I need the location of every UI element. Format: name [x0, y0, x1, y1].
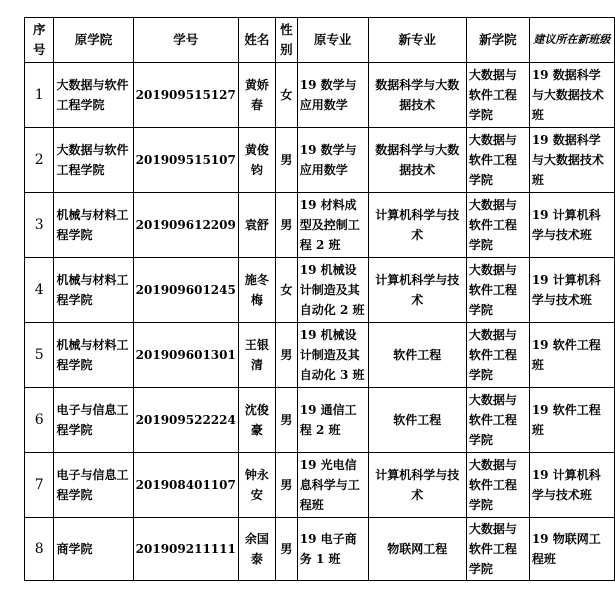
cell-student-id: 201909515107: [133, 128, 238, 193]
cell-gender: 男: [275, 193, 297, 258]
table-row: [25, 128, 615, 193]
cell-orig-major: 19 电子商务 1 班: [297, 518, 368, 581]
cell-new-college: 大数据与软件工程学院: [466, 453, 529, 518]
cell-suggested-class: 19 数据科学与大数据技术班: [529, 128, 614, 193]
cell-suggested-class: 19 计算机科学与技术班: [529, 453, 614, 518]
cell-gender: 女: [275, 63, 297, 128]
cell-student-id: 201909612209: [133, 193, 238, 258]
cell-new-college: 大数据与软件工程学院: [466, 193, 529, 258]
cell-orig-major: 19 光电信息科学与工程班: [297, 453, 368, 518]
cell-gender: 男: [275, 388, 297, 453]
cell-orig-college: 电子与信息工程学院: [54, 453, 133, 518]
cell-orig-college: 机械与材料工程学院: [54, 258, 133, 323]
cell-suggested-class: 19 计算机科学与技术班: [529, 193, 614, 258]
cell-suggested-class: 19 计算机科学与技术班: [529, 258, 614, 323]
cell-new-major: 计算机科学与技术: [368, 453, 466, 518]
table-row: [25, 388, 615, 453]
cell-name: 钟永安: [238, 453, 275, 518]
cell-new-college: 大数据与软件工程学院: [466, 388, 529, 453]
cell-orig-major: 19 机械设计制造及其自动化 3 班: [297, 323, 368, 388]
table-row: [25, 518, 615, 581]
cell-new-major: 软件工程: [368, 323, 466, 388]
cell-new-college: 大数据与软件工程学院: [466, 258, 529, 323]
table-row: [25, 193, 615, 258]
cell-suggested-class: 19 数据科学与大数据技术班: [529, 63, 614, 128]
transfer-table: [24, 17, 615, 581]
cell-gender: 男: [275, 128, 297, 193]
cell-gender: 男: [275, 453, 297, 518]
cell-orig-major: 19 数学与应用数学: [297, 128, 368, 193]
cell-student-id: 201909211111: [133, 518, 238, 581]
header-orig-major: 原专业: [297, 18, 368, 63]
cell-name: 沈俊豪: [238, 388, 275, 453]
cell-new-major: 数据科学与大数据技术: [368, 128, 466, 193]
cell-name: 施冬梅: [238, 258, 275, 323]
cell-new-major: 数据科学与大数据技术: [368, 63, 466, 128]
table-row: [25, 323, 615, 388]
header-name: 姓名: [238, 18, 275, 63]
cell-orig-college: 大数据与软件工程学院: [54, 128, 133, 193]
header-new-college: 新学院: [466, 18, 529, 63]
header-seq: 序号: [25, 18, 54, 63]
cell-name: 袁舒: [238, 193, 275, 258]
cell-seq: 2: [25, 128, 54, 193]
cell-seq: 1: [25, 63, 54, 128]
cell-seq: 8: [25, 518, 54, 581]
header-gender: 性别: [275, 18, 297, 63]
table-row: [25, 453, 615, 518]
cell-orig-college: 商学院: [54, 518, 133, 581]
cell-name: 黄俊钧: [238, 128, 275, 193]
cell-orig-major: 19 通信工程 2 班: [297, 388, 368, 453]
cell-orig-college: 电子与信息工程学院: [54, 388, 133, 453]
cell-name: 余国泰: [238, 518, 275, 581]
header-student-id: 学号: [133, 18, 238, 63]
cell-orig-college: 大数据与软件工程学院: [54, 63, 133, 128]
cell-new-major: 计算机科学与技术: [368, 258, 466, 323]
cell-suggested-class: 19 物联网工程班: [529, 518, 614, 581]
cell-student-id: 201909601245: [133, 258, 238, 323]
header-suggested-class: 建议所在新班级: [529, 18, 614, 63]
cell-gender: 男: [275, 518, 297, 581]
cell-new-major: 软件工程: [368, 388, 466, 453]
cell-orig-major: 19 机械设计制造及其自动化 2 班: [297, 258, 368, 323]
cell-orig-college: 机械与材料工程学院: [54, 323, 133, 388]
cell-student-id: 201909522224: [133, 388, 238, 453]
cell-seq: 3: [25, 193, 54, 258]
cell-name: 黄娇春: [238, 63, 275, 128]
cell-student-id: 201909515127: [133, 63, 238, 128]
cell-orig-major: 19 材料成型及控制工程 2 班: [297, 193, 368, 258]
cell-suggested-class: 19 软件工程班: [529, 388, 614, 453]
cell-new-college: 大数据与软件工程学院: [466, 323, 529, 388]
header-orig-college: 原学院: [54, 18, 133, 63]
table-row: [25, 258, 615, 323]
cell-new-major: 计算机科学与技术: [368, 193, 466, 258]
cell-seq: 7: [25, 453, 54, 518]
cell-seq: 4: [25, 258, 54, 323]
header-new-major: 新专业: [368, 18, 466, 63]
cell-gender: 男: [275, 323, 297, 388]
cell-gender: 女: [275, 258, 297, 323]
cell-orig-college: 机械与材料工程学院: [54, 193, 133, 258]
cell-name: 王银清: [238, 323, 275, 388]
cell-suggested-class: 19 软件工程班: [529, 323, 614, 388]
cell-new-major: 物联网工程: [368, 518, 466, 581]
cell-new-college: 大数据与软件工程学院: [466, 128, 529, 193]
header-row: [25, 18, 615, 63]
cell-seq: 6: [25, 388, 54, 453]
cell-student-id: 201909601301: [133, 323, 238, 388]
table-row: [25, 63, 615, 128]
cell-seq: 5: [25, 323, 54, 388]
cell-orig-major: 19 数学与应用数学: [297, 63, 368, 128]
cell-new-college: 大数据与软件工程学院: [466, 518, 529, 581]
cell-new-college: 大数据与软件工程学院: [466, 63, 529, 128]
cell-student-id: 201908401107: [133, 453, 238, 518]
